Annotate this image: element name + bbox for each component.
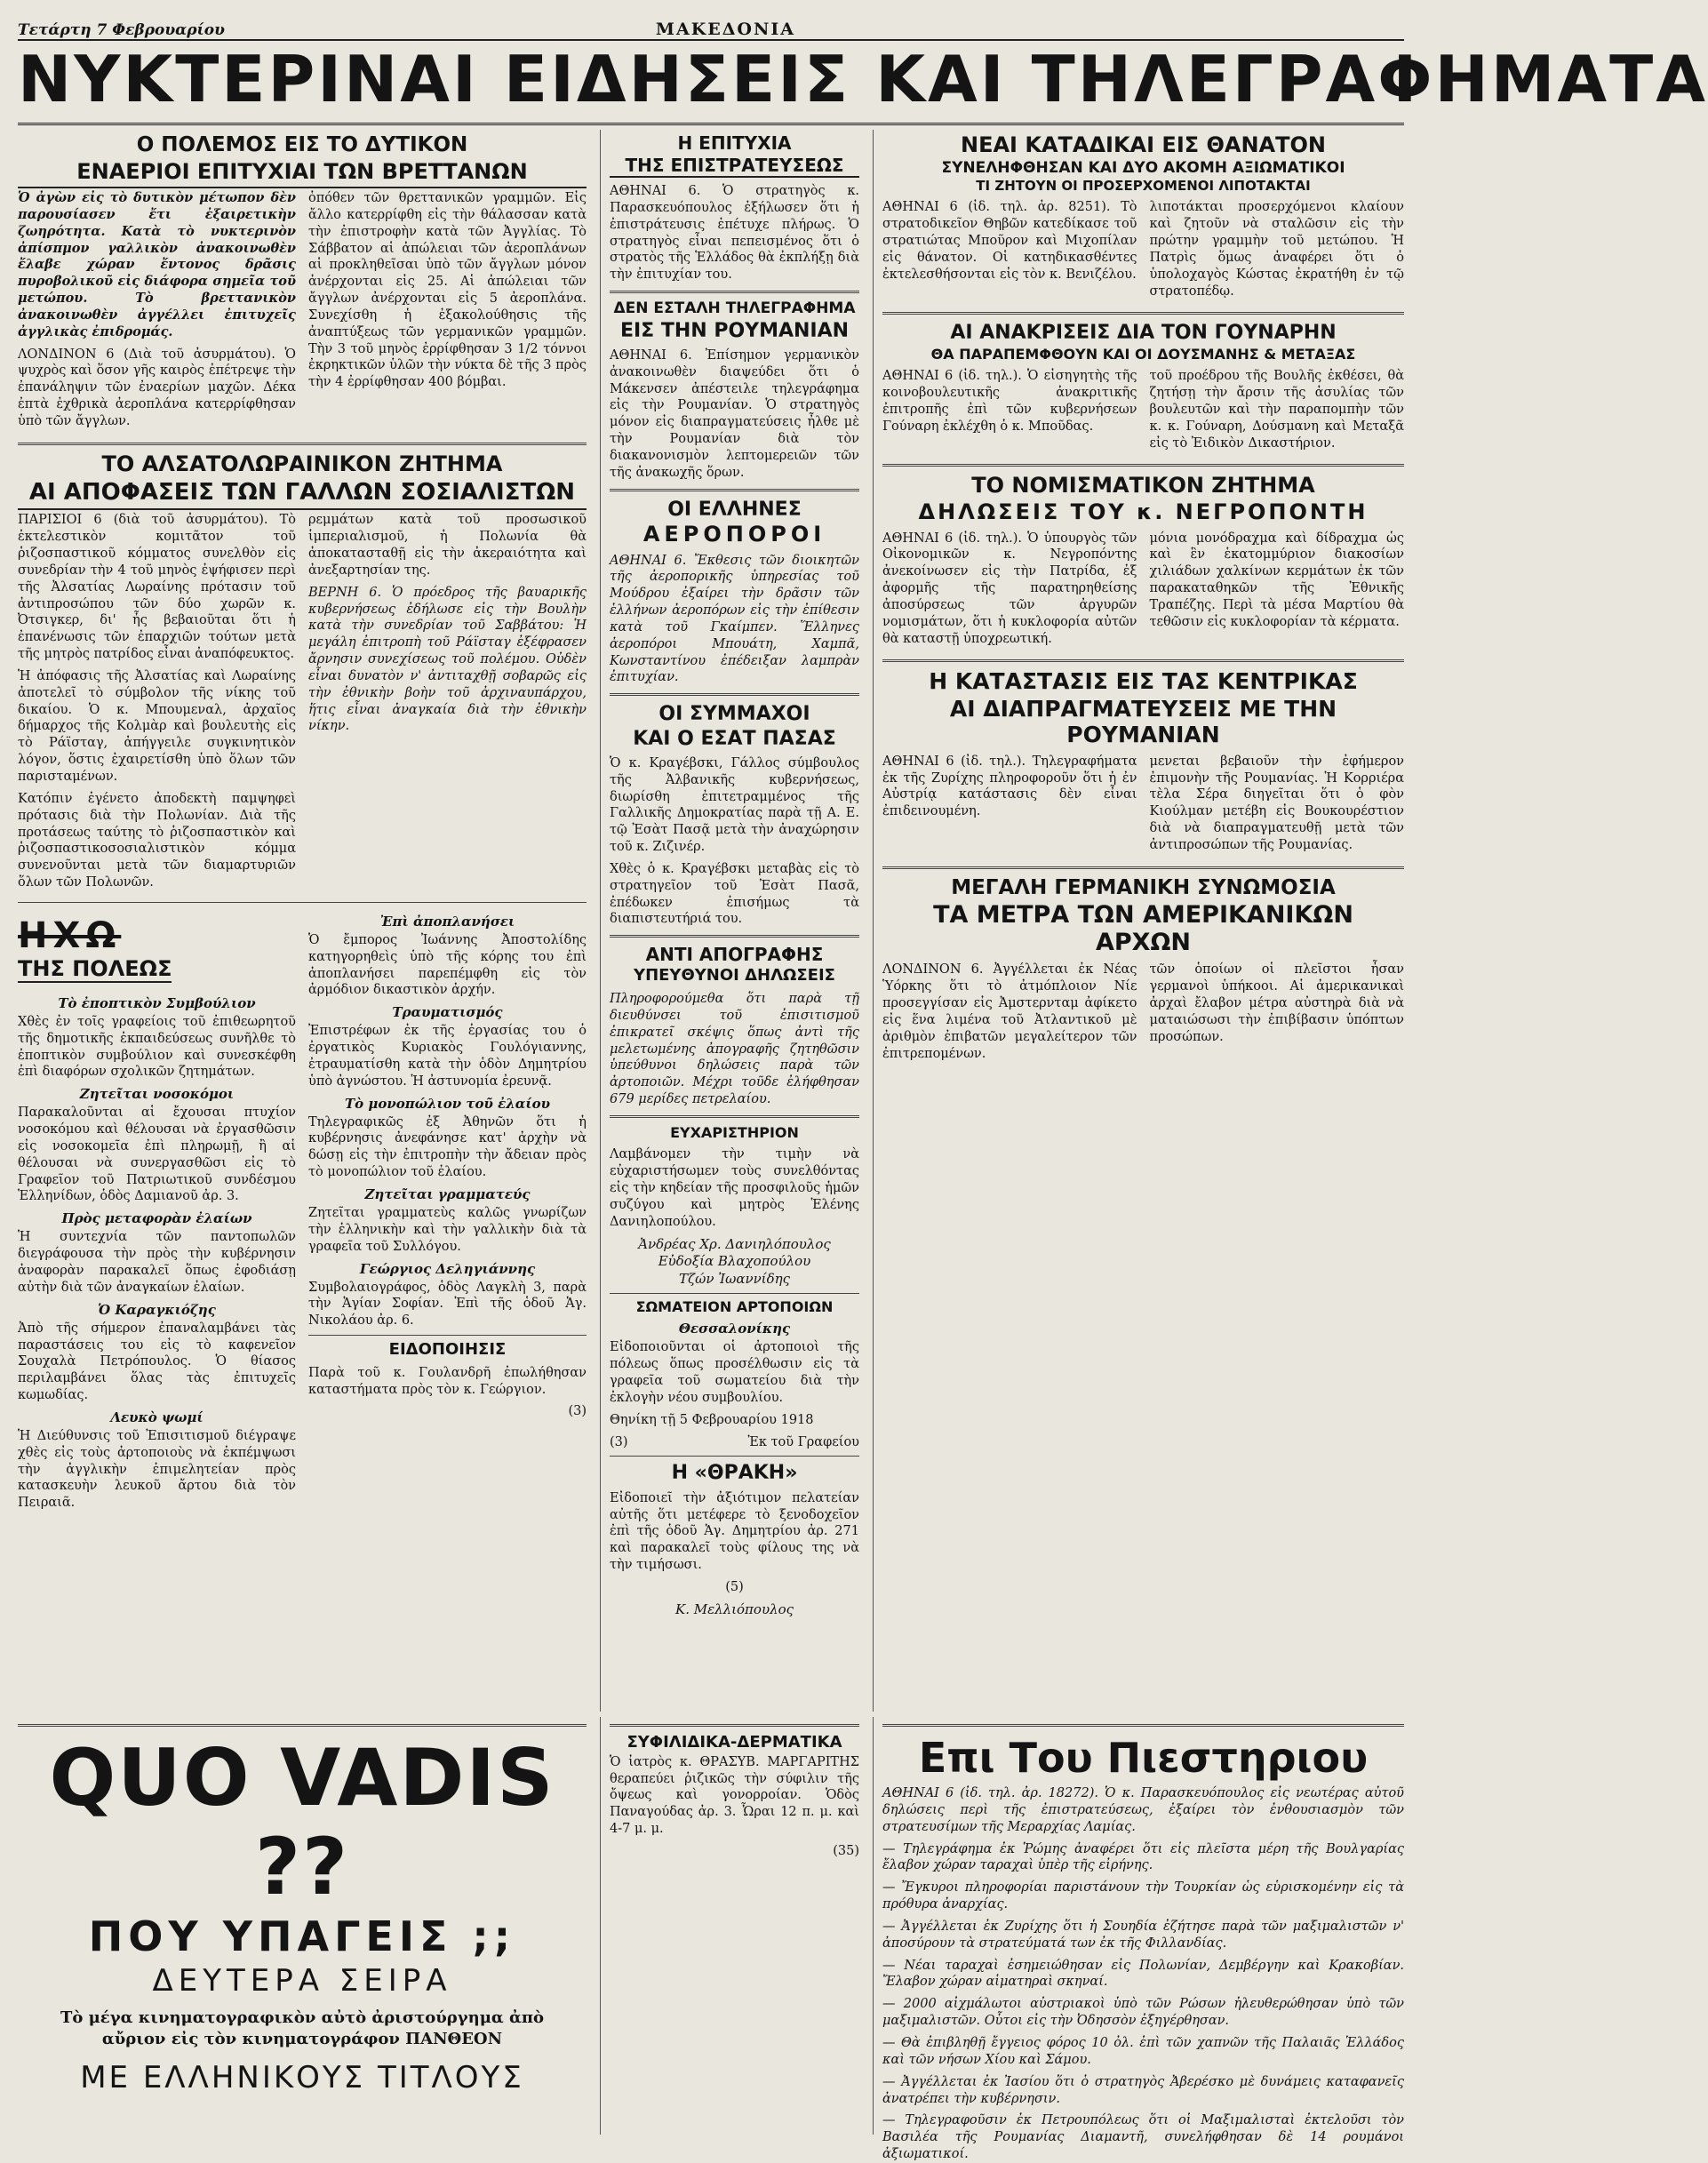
paragraph: Παρακαλοῦνται αἱ ἔχουσαι πτυχίον νοσοκόμου καὶ θέλουσαι νὰ ἐργασθῶσιν εἰς νοσοκομεῖα ἐπὶ πληρωμῇ, ἢ αἱ θέλουσαι νὰ συνεργασθῶσι εἰς τὸ Γραφεῖον τοῦ Πατριωτικοῦ συνδέσμου Ἑλληνίδων, ὁδὸς Δαμιανοῦ ἀρ. 3. xyxy=(18,1105,296,1204)
masthead: ΝΥΚΤΕΡΙΝΑΙ ΕΙΔΗΣΕΙΣ ΚΑΙ ΤΗΛΕΓΡΑΦΗΜΑΤΑ xyxy=(18,41,1404,125)
paragraph: ΛΟΝΔΙΝΟΝ 6 (Διὰ τοῦ ἀσυρμάτου). Ὁ ψυχρὸς καὶ ὅσον γῆς καιρὸς ἐπέτρεψε τὴν ἐπανάληψιν τῶν ἐναερίων μαχῶν. Δέκα ἐπτὰ ἐχθρικὰ ἀεροπλάνα κατερρίφθησαν ὑπὸ τῶν ἄγγλων. xyxy=(18,347,296,428)
echo-section xyxy=(18,908,296,1517)
paragraph: — Ἔγκυροι πληροφορίαι παριστάνουν τὴν Τουρκίαν ὡς εὑρισκομένην εἰς τὰ πρόθυρα ἀναρχίας. xyxy=(882,1880,1404,1912)
paragraph: Τηλεγραφικῶς ἐξ Ἀθηνῶν ὅτι ἡ κυβέρνησις ἀνεφάνησε κατ' ἀρχὴν νὰ δώσῃ εἰς τὴν ἐπιτροπὴν τὴν ἄδειαν πρὸς τὸ μονοπώλιον τοῦ ἐλαίου. xyxy=(308,1114,587,1180)
subheadline: ΑΕΡΟΠΟΡΟΙ xyxy=(642,521,826,547)
paragraph: Συμβολαιογράφος, ὁδὸς Λαγκλὴ 3, παρὰ τὴν Ἁγίαν Σοφίαν. Ἐπὶ τῆς ὁδοῦ Ἁγ. Νικολάου ἀρ. 6. xyxy=(308,1280,587,1329)
paragraph: Ἡ ἀπόφασις τῆς Ἀλσατίας καὶ Λωραίνης ἀποτελεῖ τὸ σύμβολον τῆς νίκης τοῦ δικαίου. Ὁ κ. Μπουμεναλ, ἀρχαῖος δήμαρχος τῆς Κολμὰρ καὶ βουλευτὴς εἰς τὸ Ράϊσταγ, ἀπήγγειλε συγκινητικὸν λόγον, ὅστις ἐχαιρετίσθη ὑπὸ ὅλων τῶν παρισταμένων. xyxy=(18,668,296,784)
article-census xyxy=(610,945,859,1108)
notice-title: ΣΥΦΙΛΙΔΙΚΑ-ΔΕΡΜΑΤΙΚΑ xyxy=(627,1733,842,1752)
signature: Ἀνδρέας Χρ. Δανιηλόπουλος xyxy=(638,1235,831,1252)
paragraph: ΑΘΗΝΑΙ 6. Ἐπίσημον γερμανικὸν ἀνακοινωθὲν διαψεύδει ὅτι ὁ Μάκενσεν ἀπέστειλε τηλεγράφημα εἰς τὴν Ρουμανίαν. Ὁ στρατηγὸς μόνον εἰς διαπραγματεύσεις ἦλθε μὲ τὴν Ρουμανίαν διὰ τὸν διακανονισμὸν λεπτομερειῶν τῶν τῆς ἀνακωχῆς ὅρων. xyxy=(610,347,859,480)
paragraph: — Ἀγγέλλεται ἐκ Ζυρίχης ὅτι ἡ Σουηδία ἐζήτησε παρὰ τῶν μαξιμαλιστῶν ν' ἀποσύρουν τὰ στρατεύματά των ἐκ τῆς Φιλλανδίας. xyxy=(882,1919,1404,1951)
paragraph: Ὁ ἰατρὸς κ. ΘΡΑΣΥΒ. ΜΑΡΓΑΡΙΤΗΣ θεραπεύει ῥιζικῶς τὴν σύφιλιν τῆς ὄψεως καὶ γονορροίαν. Ὁδὸς Παναγούδας ἀρ. 3. Ὧραι 12 π. μ. καὶ 4-7 μ. μ. xyxy=(610,1754,859,1837)
subheadline: ΥΠΕΥΘΥΝΟΙ ΔΗΛΩΣΕΙΣ xyxy=(634,966,835,986)
item-title: Τραυματισμός xyxy=(392,1004,503,1021)
paragraph: — Τηλεγράφημα ἐκ Ῥώμης ἀναφέρει ὅτι εἰς πλεῖστα μέρη τῆς Βουλγαρίας ἔλαβον χώραν ταραχαὶ ὑπὲρ τῆς εἰρήνης. xyxy=(882,1841,1404,1873)
paragraph: λιποτάκται προσερχόμενοι κλαίουν καὶ ζητοῦν νὰ σταλῶσιν εἰς τὴν πρώτην γραμμὴν τοῦ μετώπου. Ἡ Πατρὶς ὅμως ἀναφέρει ὅτι ὁ ὑπολοχαγὸς Κώστας ἐκρατήθη ἐν τῷ στρατοπέδῳ. xyxy=(1149,200,1404,299)
paragraph: — Τηλεγραφοῦσιν ἐκ Πετρουπόλεως ὅτι οἱ Μαξιμαλισταὶ ἐκτελοῦσι τὸν Βασιλέα τῆς Ρουμανίας Διαμαντῆ, συνελήφθησαν δὲ 14 ρουμάνοι ἀξιωματικοί. xyxy=(882,2113,1404,2162)
notice-date: Θηνίκη τῇ 5 Φεβρουαρίου 1918 xyxy=(610,1412,814,1427)
paragraph: μόνια μονόδραχμα καὶ δίδραχμα ὡς καὶ ἓν ἑκατομμύριον διακοσίων χιλιάδων χαλκίνων κερμάτων ἐκ τῶν παρακαταθηκῶν τῆς Ἐθνικῆς Τραπέζης. Περὶ τὰ μέσα Μαρτίου θὰ τεθῶσιν εἰς κυκλοφορίαν τὰ κέρματα. xyxy=(1149,531,1404,629)
paragraph: ΑΘΗΝΑΙ 6 (ἰδ. τηλ.). Ὁ ὑπουργὸς τῶν Οἰκονομικῶν κ. Νεγροπόντης ἀνεκοίνωσεν εἰς τὴν Πατρίδα, ἐξ ἀφορμῆς τῆς παρατηρηθείσης ἀποσύρσεως τῶν ἀργυρῶν νομισμάτων, ὅτι ἡ κυκλοφορία αὐτῶν θὰ καταστῇ ὑποχρεωτική. xyxy=(882,531,1137,646)
paragraph: ΛΟΝΔΙΝΟΝ 6. Ἀγγέλλεται ἐκ Νέας Ὑόρκης ὅτι τὸ ἀτμόπλοιον Νίε προσεγγίσαν εἰς Ἀμστερνταμ ἀφίκετο εἰς ἕνα λιμένα τοῦ Ἀτλαντικοῦ μὲ ἀριθμὸν ἐπιβατῶν μεγαλείτερον τῶν ἐπιτρεπομένων. xyxy=(882,962,1137,1061)
ad-text: Τὸ μέγα κινηματογραφικὸν αὐτὸ ἀριστούργημα ἀπὸ αὔριον εἰς τὸν κινηματογράφον ΠΑΝΘΕΟΝ xyxy=(60,2008,545,2049)
subheadline: ΘΑ ΠΑΡΑΠΕΜΦΘΟΥΝ ΚΑΙ ΟΙ ΔΟΥΣΜΑΝΗΣ & ΜΕΤΑΞΑΣ xyxy=(930,345,1356,363)
ad-title: QUO VADIS ?? xyxy=(49,1732,555,1912)
ad-subtitle: ΠΟΥ ΥΠΑΓΕΙΣ ;; xyxy=(88,1912,516,1960)
local-news xyxy=(308,908,587,1517)
article-war xyxy=(18,133,587,435)
paragraph: ρεμμάτων κατὰ τοῦ προσωσικοῦ ἱμπεριαλισμοῦ, ἡ Πολωνία θὰ ἀποκατασταθῇ εἰς τὴν ἀκεραιότητα καὶ ἀνεξαρτησίαν της. xyxy=(308,513,587,578)
subheadline: ΑΙ ΑΠΟΦΑΣΕΙΣ ΤΩΝ ΓΑΛΛΩΝ ΣΟΣΙΑΛΙΣΤΩΝ xyxy=(18,480,587,510)
paragraph: Εἰδοποιοῦνται οἱ ἀρτοποιοὶ τῆς πόλεως ὅπως προσέλθωσιν εἰς τὰ γραφεῖα τοῦ σωματείου διὰ τὴν ἐκλογὴν νέου συμβουλίου. xyxy=(610,1340,859,1405)
headline: Η ΕΠΙΤΥΧΙΑ xyxy=(677,132,792,154)
notice-title: Η «ΘΡΑΚΗ» xyxy=(671,1462,798,1485)
headline: ΑΝΤΙ ΑΠΟΓΡΑΦΗΣ xyxy=(645,944,824,966)
paragraph: ΠΑΡΙΣΙΟΙ 6 (διὰ τοῦ ἀσυρμάτου). Τὸ ἐκτελεστικὸν κομιτᾶτον τοῦ ῥιζοσπαστικοῦ κόμματος συνελθὸν εἰς συνεδρίαν τὴν 4 τοῦ μηνὸς ἐψήφισεν περὶ τῆς Ἀλσατίας Λωραίνης πρότασιν τοῦ ἀντιπροσώπου τῶν δύο χωρῶν κ. Ὀτσιγκερ, δι' ἧς βεβαιοῦται ὅτι ἡ ἐπανένωσις τῶν ἐπαρχιῶν τούτων μετὰ τῆς μητρὸς πατρίδος εἶναι ἀναπόφευκτος. xyxy=(18,513,296,662)
item-title: Τὸ μονοπώλιον τοῦ ἐλαίου xyxy=(344,1095,551,1112)
paragraph: ὁπόθεν τῶν θρεττανικῶν γραμμῶν. Εἰς ἄλλο κατερρίφθη εἰς τὴν θάλασσαν κατὰ τὴν ἐπιστροφὴν κατὰ τῶν Ἀγγλίας. Τὸ Σάββατον αἱ ἀπώλειαι τῶν ἀεροπλάνων αἱ προκληθεῖσαι ὑπὸ τῶν ἄγγλων μόνον ἀνέρχονται εἰς 25. Αἱ ἀπώλειαι τῶν ἄγγλων ἀνέρχονται εἰς 5 ἀεροπλάνα. Συνεχίσθη ἡ ἐξακολούθησις τῆς ἀναπτύξεως τῶν γερμανικῶν γραμμῶν. Τὴν 3 τοῦ μηνὸς ἐρρίφθησαν 3 1/2 τόννοι ἐκρηκτικῶν ὑλῶν τὴν νύκτα δὲ τῆς 3 πρὸς τὴν 4 ἐρρίφθησαν 400 βόμβαι. xyxy=(308,191,587,390)
subheadline: ΤΑ ΜΕΤΡΑ ΤΩΝ ΑΜΕΡΙΚΑΝΙΚΩΝ ΑΡΧΩΝ xyxy=(933,901,1353,957)
article-currency xyxy=(882,474,1404,652)
notice-title: ΣΩΜΑΤΕΙΟΝ ΑΡΤΟΠΟΙΩΝ xyxy=(635,1298,834,1316)
columns xyxy=(18,130,1404,1712)
paragraph: Παρὰ τοῦ κ. Γουλανδρῆ ἐπωλήθησαν καταστήματα πρὸς τὸν κ. Γεώργιον. xyxy=(308,1365,587,1397)
paragraph: τοῦ προέδρου τῆς Βουλῆς ἐκθέσει, θὰ ζητήσῃ τὴν ἄρσιν τῆς ἀσυλίας τῶν βουλευτῶν καὶ τὴν παραπομπὴν τῶν κ. κ. Γούναρη, Δούσμανη καὶ Μεταξᾶ εἰς τὸ Ἐιδικὸν Δικαστήριον. xyxy=(1149,369,1404,451)
echo-and-local xyxy=(18,908,587,1517)
column-middle xyxy=(600,130,859,1712)
column-middle-bottom xyxy=(600,1717,859,2135)
column-left xyxy=(18,130,587,1712)
ad-titles: ΜΕ ΕΛΛΗΝΙΚΟΥΣ ΤΙΤΛΟΥΣ xyxy=(80,2059,524,2095)
paragraph: ΑΘΗΝΑΙ 6 (ἰδ. τηλ.). Τηλεγραφήματα ἐκ τῆς Ζυρίχης πληροφοροῦν ὅτι ἡ ἐν Αὐστρίᾳ κατάστασις δὲν εἶναι ἐπιδεινουμένη. xyxy=(882,754,1137,819)
notice-title: ΕΥΧΑΡΙΣΤΗΡΙΟΝ xyxy=(670,1123,799,1141)
paragraph: ΑΘΗΝΑΙ 6 (ἰδ. τηλ. ἀρ. 18272). Ὁ κ. Παρασκευόπουλος εἰς νεωτέρας αὐτοῦ δηλώσεις περὶ τῆς ἐπιστρατεύσεως, ἐξαίρει τὸν ἐνθουσιασμὸν τῶν στρατευσίμων τῆς Μεραρχίας Λαμίας. xyxy=(882,1786,1404,1834)
headline: ΑΙ ΑΝΑΚΡΙΣΕΙΣ ΔΙΑ ΤΟΝ ΓΟΥΝΑΡΗΝ xyxy=(950,322,1337,345)
signature: Εὐδοξία Βλαχοπούλου xyxy=(658,1253,811,1270)
column-right xyxy=(873,130,1404,1712)
notice-bakers xyxy=(610,1299,859,1450)
subheadline: ΑΙ ΔΙΑΠΡΑΓΜΑΤΕΥΣΕΙΣ ΜΕ ΤΗΝ ΡΟΥΜΑΝΙΑΝ xyxy=(949,696,1337,747)
paragraph: — 2000 αἰχμάλωτοι αὐστριακοὶ ὑπὸ τῶν Ρώσων ἠλευθερώθησαν ὑπὸ τῶν μαξιμαλιστῶν. Οὗτοι εἰς τὴν Ὀδησσὸν ἐξηγέρθησαν. xyxy=(882,1997,1404,2029)
paragraph: Ὁ ἀγὼν εἰς τὸ δυτικὸν μέτωπον δὲν παρουσίασεν ἔτι ἐξαιρετικὴν ζωηρότητα. Κατὰ τὸ νυκτερινὸν ἀπίσπμον γαλλικὸν ἀνακοινωθὲν ἔλαβε χώραν ἔντονος δρᾶσις πυροβολικοῦ εἰς διάφορα σημεῖα τοῦ μετώπου. Τὸ βρεττανικὸν ἀνακοινωθὲν ἀγγέλλει ἐπιτυχεῖς ἀγγλικὰς ἐπιδρομάς. xyxy=(18,190,296,339)
headline: Ο ΠΟΛΕΜΟΣ ΕΙΣ ΤΟ ΔΥΤΙΚΟΝ xyxy=(136,133,468,156)
issue-date: Τετάρτη 7 Φεβρουαρίου xyxy=(18,21,225,39)
notice-subtitle: Θεσσαλονίκης xyxy=(678,1321,791,1337)
paragraph: — Θὰ ἐπιβληθῇ ἔγγειος φόρος 10 ὀλ. ἐπὶ τῶν χαπνῶν τῆς Παλαιᾶς Ἑλλάδος καὶ τῶν νήσων Χίου καὶ Σάμου. xyxy=(882,2035,1404,2067)
newspaper-page xyxy=(18,9,1708,2162)
paragraph: Ἀπὸ τῆς σήμερον ἐπαναλαμβάνει τὰς παραστάσεις του εἰς τὸ καφενεῖον Σουχαλὰ Πετρόπουλος. Ὁ θίασος περιλαμβάνει ὅλας τὰς ἐπιτυχεῖς κωμωδίας. xyxy=(18,1321,296,1403)
headline: ΜΕΓΑΛΗ ΓΕΡΜΑΝΙΚΗ ΣΥΝΩΜΟΣΙΑ xyxy=(951,875,1336,899)
paragraph: μενεται βεβαιοῦν τὴν ἐφήμερον ἐπιμονὴν τῆς Ρουμανίας. Ἡ Κορριέρα τὲλα Σέρα διηγεῖται ὅτι ὁ φὸν Κιούλμαν μετέβη εἰς Βουκουρέστιον διὰ νὰ διαπραγματευθῇ μετὰ τῶν ἀντιπροσώπων τῆς Ρουμανίας. xyxy=(1149,754,1404,852)
press-title: Επι Του Πιεστηριου xyxy=(918,1734,1369,1782)
notice-thanks xyxy=(610,1125,859,1288)
subheadline: ΣΥΝΕΛΗΦΘΗΣΑΝ ΚΑΙ ΔΥΟ ΑΚΟΜΗ ΑΞΙΩΜΑΤΙΚΟΙ xyxy=(941,158,1345,177)
headline: ΤΟ ΝΟΜΙΣΜΑΤΙΚΟΝ ΖΗΤΗΜΑ xyxy=(971,473,1315,499)
item-title: Ἐπὶ ἀποπλανήσει xyxy=(379,913,515,930)
headline: ΝΕΑΙ ΚΑΤΑΔΙΚΑΙ ΕΙΣ ΘΑΝΑΤΟΝ xyxy=(961,132,1326,157)
item-title: Πρὸς μεταφορὰν ἐλαίων xyxy=(61,1210,252,1227)
article-gounaris xyxy=(882,322,1404,457)
item-title: Ζητεῖται γραμματεύς xyxy=(364,1186,531,1203)
notice-number: (3) xyxy=(610,1434,628,1449)
subheadline: ΕΙΣ ΤΗΝ ΡΟΥΜΑΝΙΑΝ xyxy=(619,319,850,342)
headline: ΟΙ ΕΛΛΗΝΕΣ xyxy=(667,498,802,521)
article-death-sentences xyxy=(882,133,1404,305)
item-title: Ζητεῖται νοσοκόμοι xyxy=(79,1086,235,1103)
paragraph: ΑΘΗΝΑΙ 6 (ἰδ. τηλ. ἀρ. 8251). Τὸ στρατοδικεῖον Θηβῶν κατεδίκασε τοῦ στρατιώτας Μποῦρον καὶ Μιχοπίλαν εἰς θάνατον. Οἱ κατηδικασθέντες ἐκτελεσθήσονται εἰς τὸν κ. Βενιζέλου. xyxy=(882,200,1137,282)
paragraph: — Ἀγγέλλεται ἐκ Ἰασίου ὅτι ὁ στρατηγὸς Ἀβερέσκο μὲ δυνάμεις καταφανεῖς ἀνατρέπει τὴν κυβέρνησιν. xyxy=(882,2074,1404,2106)
top-line xyxy=(18,9,1404,41)
headline: ΔΕΝ ΕΣΤΑΛΗ ΤΗΛΕΓΡΑΦΗΜΑ xyxy=(613,299,856,318)
notice-number: (3) xyxy=(568,1404,587,1419)
headline: ΤΟ ΑΛΣΑΤΟΛΩΡΑΙΝΙΚΟΝ ΖΗΤΗΜΑ xyxy=(101,451,503,476)
notice-number: (5) xyxy=(725,1580,744,1594)
paragraph: Πληροφορούμεθα ὅτι παρὰ τῇ διευθύνσει τοῦ ἐπισιτισμοῦ ἐπικρατεῖ σκέψις ὅπως ἀντὶ τῆς μελετωμένης ἀπογραφῆς ζητηθῶσιν ὑπεύθυνοι δηλώσεις παρὰ τῶν ἀρτοποιῶν. Μέχρι τοῦδε ἐλήφθησαν 679 μερίδες πετρελαίου. xyxy=(610,992,859,1107)
paragraph: ΒΕΡΝΗ 6. Ὁ πρόεδρος τῆς βαυαρικῆς κυβερνήσεως ἐδήλωσε εἰς τὴν Βουλὴν κατὰ τὴν συνεδρίαν τοῦ Σαββάτου: Ἡ μεγάλη ἐπιτροπὴ τοῦ Ράϊσταγ ἐξέφρασεν ἄρνησιν συνεχίσεως τοῦ πολέμου. Οὐδὲν εἶναι δυνατὸν ν' ἀντιταχθῇ σοβαρῶς εἰς τὴν ἐθνικὴν βοὴν τοῦ ἀρχιναυπάρχου, ἥτις εἶναι ἀναγκαία διὰ τὴν ἐθνικὴν νίκην. xyxy=(308,585,587,734)
paragraph: — Νέαι ταραχαὶ ἐσημειώθησαν εἰς Πολωνίαν, Δεμβέργην καὶ Κρακοβίαν. Ἔλαβον χώραν αἱματηραὶ σκηναί. xyxy=(882,1958,1404,1990)
headline: Η ΚΑΤΑΣΤΑΣΙΣ ΕΙΣ ΤΑΣ ΚΕΝΤΡΙΚΑΣ xyxy=(929,668,1358,695)
paragraph: Ὁ ἔμπορος Ἰωάννης Ἀποστολίδης κατηγορηθεὶς ὑπὸ τῆς κόρης του ἐπὶ ἀποπλανήσει παρεπέμφθη εἰς τὸν ἀρμόδιον δικαστικὸν ἀρχήν. xyxy=(308,932,587,998)
paragraph: ΑΘΗΝΑΙ 6. Ὁ στρατηγὸς κ. Παρασκευόπουλος ἐξήλωσεν ὅτι ἡ ἐπιστράτευσις ἐπέτυχε πλήρως. Ὁ στρατηγὸς εἶναι πεπεισμένος ὅτι ὁ στρατὸς τῆς Ἑλλάδος θὰ ἐκπλήξῃ διὰ τὴν ἐπιτυχίαν του. xyxy=(610,184,859,283)
ad-series: ΔΕΥΤΕΡΑ ΣΕΙΡΑ xyxy=(152,1963,452,1999)
echo-subtitle: ΤΗΣ ΠΟΛΕΩΣ xyxy=(18,955,172,981)
paragraph: Χθὲς ἐν τοῖς γραφείοις τοῦ ἐπιθεωρητοῦ τῆς δημοτικῆς ἐκπαιδεύσεως συνῆλθε τὸ ἐποπτικὸν συμβούλιον καὶ συνεσκέφθη ἐπὶ διαφόρων σχολικῶν ζητημάτων. xyxy=(18,1014,296,1080)
notice-from: Ἐκ τοῦ Γραφείου xyxy=(747,1434,859,1449)
subheadline: ΕΝΑΕΡΙΟΙ ΕΠΙΤΥΧΙΑΙ ΤΩΝ ΒΡΕΤΤΑΝΩΝ xyxy=(18,160,587,188)
paragraph: Λαμβάνομεν τὴν τιμὴν νὰ εὐχαριστήσωμεν τοὺς συνελθόντας εἰς τὴν κηδείαν τῆς προσφιλοῦς ἡμῶν συζύγου καὶ μητρὸς Ἑλένης Δανιηλοπούλου. xyxy=(610,1147,859,1229)
column-right-bottom xyxy=(873,1717,1404,2162)
echo-title: ΗΧΩ xyxy=(18,914,122,956)
paragraph: ΑΘΗΝΑΙ 6 (ἰδ. τηλ.). Ὁ εἰσηγητὴς τῆς κοινοβουλευτικῆς ἀνακριτικῆς ἐπιτροπῆς ἐπὶ τῶν κυβερνήσεων Γούναρη ἐκλέχθη ὁ κ. Μποῦδας. xyxy=(882,369,1137,434)
notice-number: (35) xyxy=(833,1843,859,1858)
paragraph: Ἡ συντεχνία τῶν παντοπωλῶν διεγράφουσα τὴν πρὸς τὴν κυβέρνησιν ἀναφορὰν παρακαλεῖ ὅπως ἐφοδιάσῃ αὐτὴν διὰ τῶν ἀναγκαίων ἐλαίων. xyxy=(18,1230,296,1295)
article-mobilization xyxy=(610,133,859,283)
signature: Τζών Ἰωαννίδης xyxy=(679,1270,790,1287)
paragraph: Ζητεῖται γραμματεὺς καλῶς γνωρίζων τὴν ἑλληνικὴν καὶ τὴν γαλλικὴν διὰ τὰ γραφεῖα τοῦ Συλλόγου. xyxy=(308,1206,587,1254)
article-allies xyxy=(610,703,859,928)
item-title: Γεώργιος Δεληγιάννης xyxy=(359,1260,536,1277)
paragraph: Ἐπιστρέφων ἐκ τῆς ἐργασίας του ὁ ἐργατικὸς Κυριακὸς Γουλόγιαννης, ἐτραυματίσθη κατὰ τὴν ὁδὸν Δημητρίου ὑπὸ ἀγνώστου. Ἡ ἀστυνομία ἐρευνᾷ. xyxy=(308,1024,587,1089)
subheadline: ΤΗΣ ΕΠΙΣΤΡΑΤΕΥΣΕΩΣ xyxy=(610,156,859,178)
item-title: Ὁ Καραγκιόζης xyxy=(98,1301,216,1318)
paragraph: Ἡ Διεύθυνσις τοῦ Ἐπισιτισμοῦ διέγραψε χθὲς εἰς τοὺς ἀρτοποιοὺς νὰ ἐκπέμψωσι τὴν ἀγγλικὴν ἐπιμελητείαν πρὸς κατασκευὴν λευκοῦ ἄρτου διὰ τὸν Πειραιᾶ. xyxy=(18,1428,296,1511)
paper-name: ΜΑΚΕΔΟΝΙΑ xyxy=(655,20,795,39)
notice-title: ΕΙΔΟΠΟΙΗΣΙΣ xyxy=(388,1340,507,1360)
advertisement-quo-vadis xyxy=(18,1717,587,2135)
notice-thraki xyxy=(610,1462,859,1618)
paragraph: Ὁ κ. Κραγέβσκι, Γάλλος σύμβουλος τῆς Ἀλβανικῆς κυβερνήσεως, διωρίσθη ἐπιτετραμμένος τῆς Γαλλικῆς Δημοκρατίας παρὰ τῇ Α. Ε. τῷ Ἐσὰτ Πασᾷ μετὰ τὴν ἀναχώρησιν τοῦ κ. Ζιζινέρ. xyxy=(610,755,859,855)
article-conspiracy xyxy=(882,876,1404,1068)
paragraph: Εἰδοποιεῖ τὴν ἀξιότιμον πελατείαν αὐτῆς ὅτι μετέφερε τὸ ξενοδοχεῖον ἐπὶ τῆς ὁδοῦ Ἁγ. Δημητρίου ἀρ. 271 καὶ παρακαλεῖ τοὺς φίλους της νὰ τὴν τιμήσωσι. xyxy=(610,1490,859,1573)
paragraph: Χθὲς ὁ κ. Κραγέβσκι μεταβὰς εἰς τὸ στρατηγεῖον τοῦ Ἐσὰτ Πασᾶ, ἐπέδωκεν ἐπισήμως τὰ διαπιστευτήριά του. xyxy=(610,861,859,927)
paragraph: Κατόπιν ἐγένετο ἀποδεκτὴ παμψηφεὶ πρότασις διὰ τὴν Πολωνίαν. Διὰ τῆς προτάσεως ταύτης τὸ ῥιζοσπαστικὸν καὶ ῥιζοσπαστικοσοσιαλιστικὸν κόμμα συνενοῦνται μετὰ τῶν διαμαρτυριῶν ὅλων τῶν Πολωνῶν. xyxy=(18,791,296,890)
article-aviators xyxy=(610,499,859,687)
signature: Κ. Μελλιόπουλος xyxy=(674,1600,794,1617)
subheadline: ΔΗΛΩΣΕΙΣ ΤΟΥ κ. ΝΕΓΡΟΠΟΝΤΗ xyxy=(918,499,1369,524)
subheadline-2: ΤΙ ΖΗΤΟΥΝ ΟΙ ΠΡΟΣΕΡΧΟΜΕΝΟΙ ΛΙΠΟΤΑΚΤΑΙ xyxy=(976,178,1311,195)
article-alsace xyxy=(18,452,587,897)
item-title: Τὸ ἐποπτικὸν Συμβούλιον xyxy=(58,994,256,1011)
article-romania-negotiations xyxy=(882,669,1404,858)
item-title: Λευκὸ ψωμί xyxy=(110,1409,204,1425)
paragraph: τῶν ὁποίων οἱ πλεῖστοι ἦσαν γερμανοὶ ὑπήκοοι. Αἱ ἀμερικανικαὶ ἀρχαὶ ἔλαβον μέτρα αὐστηρὰ διὰ νὰ ματαιώσωσι τὴν ἐπιβίβασιν ὑπόπτων προσώπων. xyxy=(1149,962,1404,1044)
article-romania-telegram xyxy=(610,300,859,482)
paragraph: ΑΘΗΝΑΙ 6. Ἔκθεσις τῶν διοικητῶν τῆς ἀεροπορικῆς ὑπηρεσίας τοῦ Μούδρου ἐξαίρει τὴν δρᾶσιν τῶν ἑλλήνων ἀεροπόρων εἰς τὴν ἐπίθεσιν κατὰ τοῦ Γκαίμπεν. Ἕλληνες ἀεροπόροι Μπουάτη, Χαμπᾶ, Κωνσταντίνου ἐπέδειξαν λαμπρὰν ἐπιτυχίαν. xyxy=(610,553,859,685)
subheadline: ΚΑΙ Ο ΕΣΑΤ ΠΑΣΑΣ xyxy=(633,727,836,750)
headline: ΟΙ ΣΥΜΜΑΧΟΙ xyxy=(658,703,810,726)
